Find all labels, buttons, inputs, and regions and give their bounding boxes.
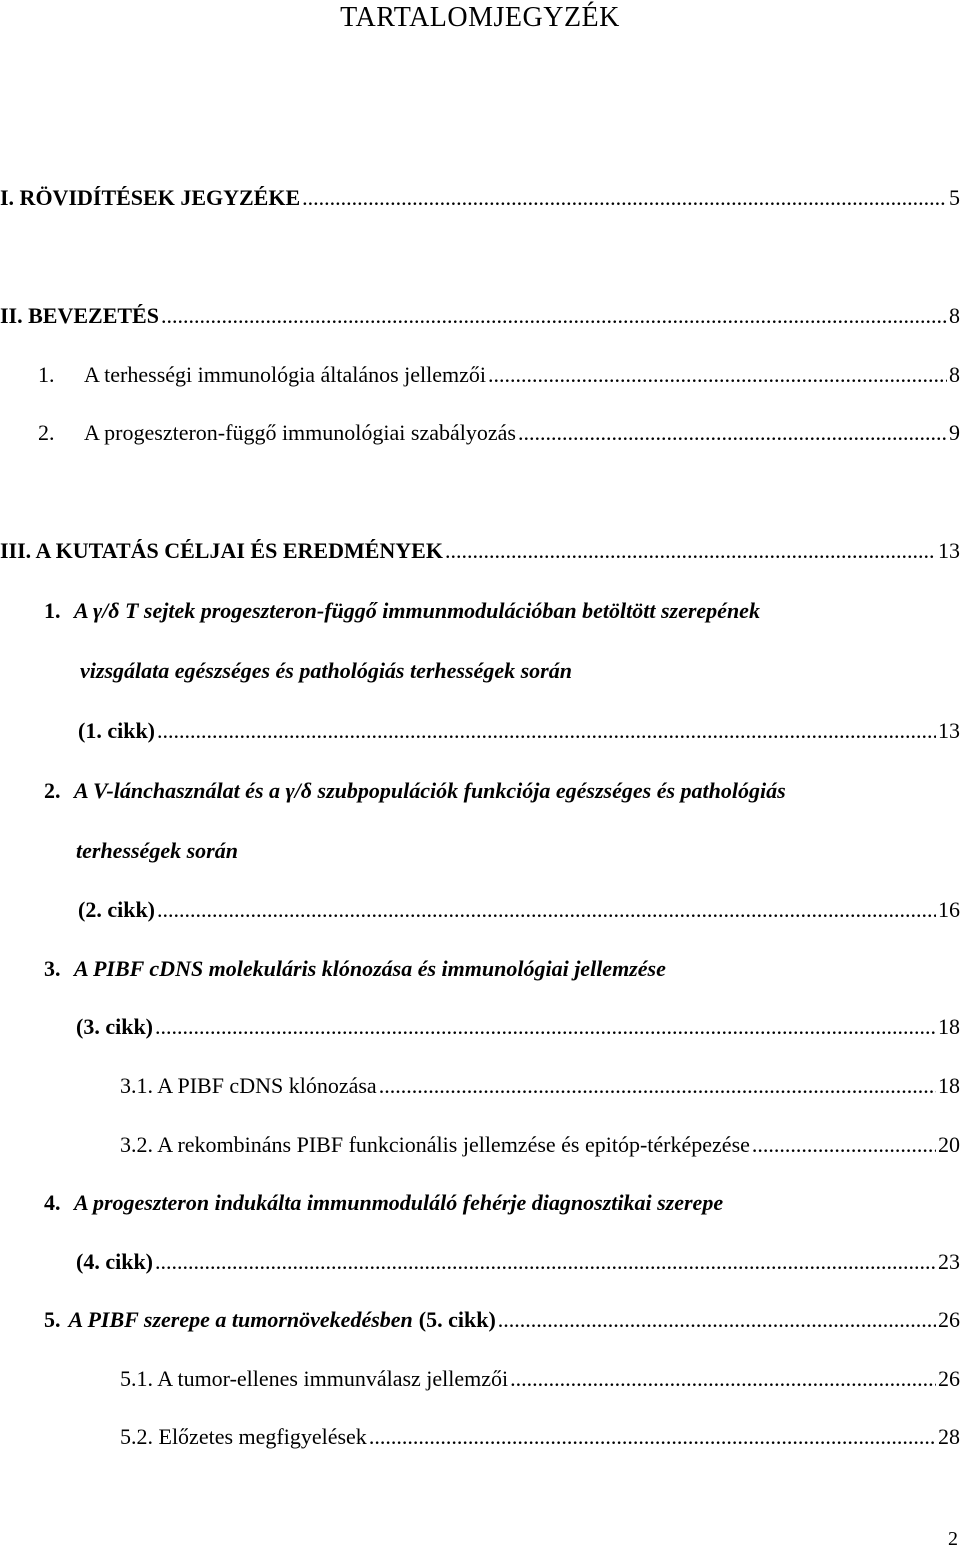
toc-entry-label: I. RÖVIDÍTÉSEK JEGYZÉKE <box>0 185 301 210</box>
toc-entry-v-lanchasznalat-line1 <box>44 776 786 806</box>
toc-entry-label: A PIBF cDNS molekuláris klónozása és immunológiai jellemzése <box>74 956 666 981</box>
toc-page-number: 20 <box>938 1132 960 1157</box>
toc-entry-cikk-2[interactable] <box>78 895 960 925</box>
toc-page-number: 28 <box>938 1424 960 1449</box>
toc-entry-label: 3.2. A rekombináns PIBF funkcionális jellemzése és epitóp-térképezése <box>120 1132 750 1157</box>
toc-leader-dots <box>445 536 936 566</box>
toc-entry-cikk-1[interactable] <box>78 716 960 746</box>
toc-page-number: 16 <box>938 897 960 922</box>
toc-entry-cikk-3[interactable] <box>76 1012 960 1042</box>
toc-entry-progeszteron-szabalyozas[interactable] <box>38 418 960 448</box>
page-title: TARTALOMJEGYZÉK <box>340 2 620 33</box>
toc-entry-elozetes-megfigyelesek[interactable] <box>120 1422 960 1452</box>
toc-entry-kutatas-celjai[interactable] <box>0 536 960 566</box>
toc-entry-bevezetes[interactable] <box>0 301 960 331</box>
toc-page-number: 18 <box>938 1014 960 1039</box>
toc-page-number: 8 <box>949 303 960 328</box>
toc-leader-dots <box>302 183 947 213</box>
toc-page-number: 18 <box>938 1073 960 1098</box>
toc-leader-dots <box>157 895 936 925</box>
toc-entry-label: (2. cikk) <box>78 897 155 922</box>
toc-page-number: 13 <box>938 538 960 563</box>
toc-entry-label: 3.1. A PIBF cDNS klónozása <box>120 1073 377 1098</box>
toc-entry-diagnosztikai-szerep-line1 <box>44 1188 723 1218</box>
toc-entry-number: 1. <box>44 598 61 623</box>
toc-page-number: 9 <box>949 420 960 445</box>
toc-entry-label: III. A KUTATÁS CÉLJAI ÉS EREDMÉNYEK <box>0 538 443 563</box>
toc-entry-number: 1. <box>38 362 55 387</box>
toc-entry-rekombinans-pibf[interactable] <box>120 1130 960 1160</box>
toc-entry-gamma-delta-line2: vizsgálata egészséges és pathológiás terhességek során <box>80 658 572 683</box>
toc-entry-label: A terhességi immunológia általános jellemzői <box>84 362 487 387</box>
toc-entry-roviditesek[interactable] <box>0 183 960 213</box>
toc-entry-number: 4. <box>44 1190 61 1215</box>
toc-entry-label: (4. cikk) <box>76 1249 153 1274</box>
toc-leader-dots <box>488 360 947 390</box>
toc-entry-suffix: (5. cikk) <box>418 1307 496 1332</box>
toc-leader-dots <box>379 1071 936 1101</box>
page-number: 2 <box>948 1528 958 1550</box>
toc-leader-dots <box>155 1247 936 1277</box>
toc-page-number: 13 <box>938 718 960 743</box>
toc-entry-gamma-delta-line1 <box>44 596 760 626</box>
toc-entry-tumor-ellenes[interactable] <box>120 1364 960 1394</box>
toc-entry-label: II. BEVEZETÉS <box>0 303 159 328</box>
toc-entry-cikk-4[interactable] <box>76 1247 960 1277</box>
toc-leader-dots <box>161 301 947 331</box>
toc-leader-dots <box>155 1012 936 1042</box>
toc-leader-dots <box>157 716 936 746</box>
toc-page-number: 26 <box>938 1307 960 1332</box>
toc-entry-label: A progeszteron indukálta immunmoduláló fehérje diagnosztikai szerepe <box>74 1190 724 1215</box>
toc-page-number: 26 <box>938 1366 960 1391</box>
toc-entry-number: 5. <box>44 1307 61 1332</box>
toc-entry-label: 5.2. Előzetes megfigyelések <box>120 1424 367 1449</box>
toc-page-number: 5 <box>949 185 960 210</box>
toc-page-number: 23 <box>938 1249 960 1274</box>
toc-entry-label: (1. cikk) <box>78 718 155 743</box>
toc-entry-label: (3. cikk) <box>76 1014 153 1039</box>
toc-entry-number: 2. <box>44 778 61 803</box>
toc-leader-dots <box>510 1364 936 1394</box>
toc-page-number: 8 <box>949 362 960 387</box>
toc-leader-dots <box>498 1305 936 1335</box>
toc-entry-number: 3. <box>44 956 61 981</box>
toc-entry-label: 5.1. A tumor-ellenes immunválasz jellemzői <box>120 1366 509 1391</box>
toc-entry-pibf-cdns-line1 <box>44 954 666 984</box>
toc-entry-terhessegi-immunologia[interactable] <box>38 360 960 390</box>
toc-entry-label: A γ/δ T sejtek progeszteron-függő immunmodulációban betöltött szerepének <box>74 598 760 623</box>
toc-leader-dots <box>752 1130 936 1160</box>
toc-entry-v-lanchasznalat-line2: terhességek során <box>76 838 238 863</box>
toc-leader-dots <box>518 418 947 448</box>
toc-entry-label: A PIBF szerepe a tumornövekedésben <box>68 1307 413 1332</box>
toc-entry-label: A V-lánchasználat és a γ/δ szubpopulációk funkciója egészséges és pathológiás <box>74 778 786 803</box>
toc-leader-dots <box>369 1422 936 1452</box>
toc-entry-tumornovekedes[interactable] <box>44 1305 960 1335</box>
toc-entry-number: 2. <box>38 420 55 445</box>
toc-entry-pibf-klonozasa[interactable] <box>120 1071 960 1101</box>
toc-entry-label: A progeszteron-függő immunológiai szabályozás <box>84 420 516 445</box>
